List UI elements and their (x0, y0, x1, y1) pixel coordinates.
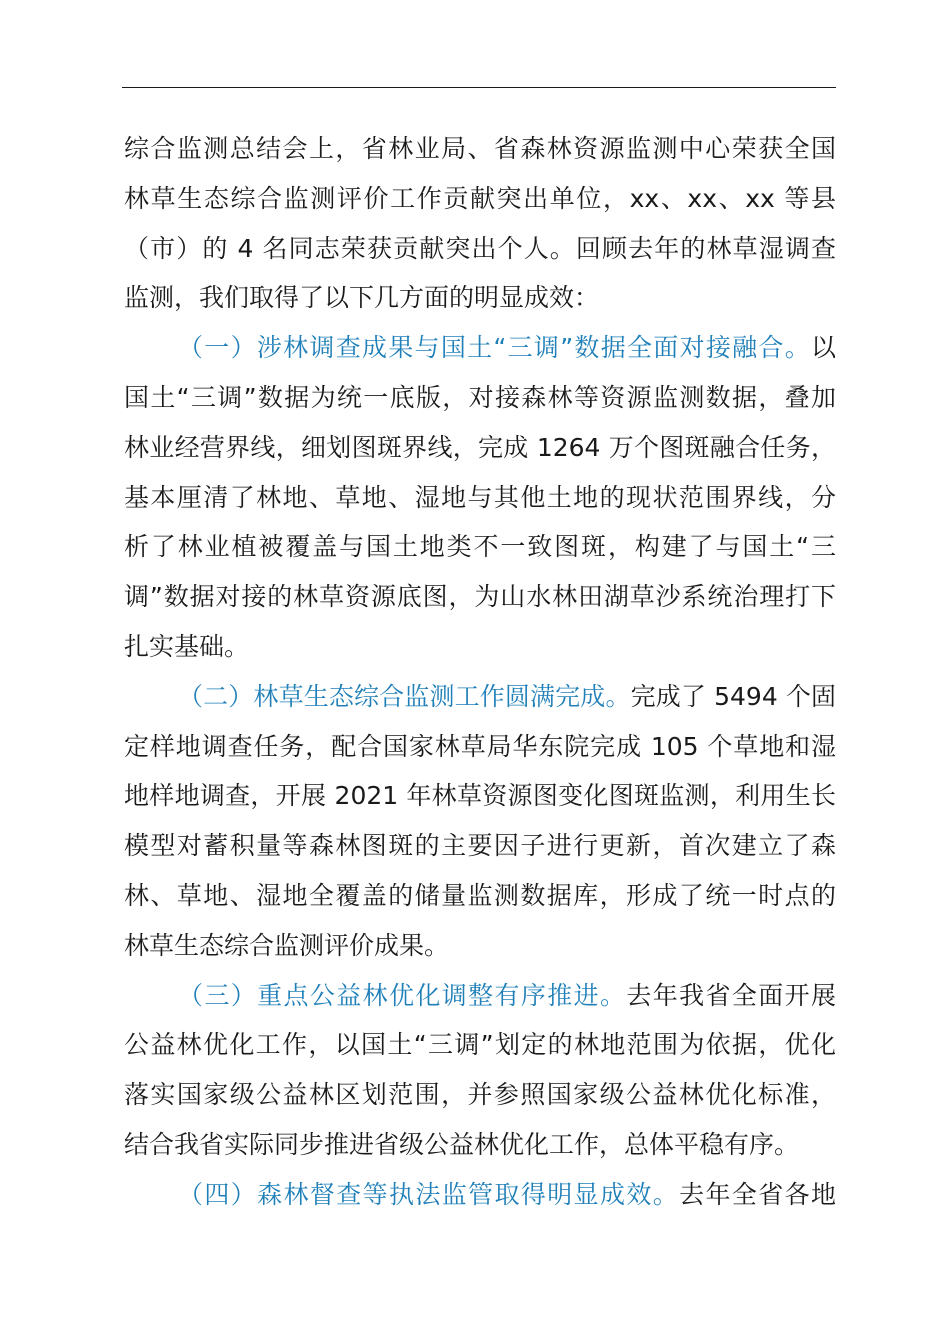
text-line: 林业经营界线，细划图斑界线，完成 1264 万个图斑融合任务， (124, 432, 836, 462)
text-line: 林草生态综合监测评价工作贡献突出单位，xx、xx、xx 等县 (124, 183, 836, 213)
section-heading-line-3: （三）重点公益林优化调整有序推进。去年我省全面开展 (178, 980, 836, 1010)
section-heading-3: （三）重点公益林优化调整有序推进。 (178, 980, 627, 1010)
section-heading-line-2: （二）林草生态综合监测工作圆满完成。完成了 5494 个固 (178, 681, 836, 711)
section-heading-1: （一）涉林调查成果与国土“三调”数据全面对接融合。 (178, 333, 811, 363)
text-line: 模型对蓄积量等森林图斑的主要因子进行更新，首次建立了森 (124, 831, 836, 861)
text-line: 监测，我们取得了以下几方面的明显成效： (124, 283, 600, 313)
text-line: 林草生态综合监测评价成果。 (124, 930, 450, 960)
text-line: 国土“三调”数据为统一底版，对接森林等资源监测数据，叠加 (124, 382, 836, 412)
text-line: （市）的 4 名同志荣获贡献突出个人。回顾去年的林草湿调查 (124, 233, 836, 263)
text-line: 地样地调查，开展 2021 年林草资源图变化图斑监测，利用生长 (124, 781, 836, 811)
section-heading-4: （四）森林督查等执法监管取得明显成效。 (178, 1179, 680, 1209)
text-line: 公益林优化工作，以国土“三调”划定的林地范围为依据，优化 (124, 1030, 836, 1060)
text-line: 定样地调查任务，配合国家林草局华东院完成 105 个草地和湿 (124, 731, 836, 761)
section-heading-line-1: （一）涉林调查成果与国土“三调”数据全面对接融合。以 (178, 333, 836, 363)
text-line: 析了林业植被覆盖与国土地类不一致图斑，构建了与国土“三 (124, 532, 836, 562)
text-line: 结合我省实际同步推进省级公益林优化工作，总体平稳有序。 (124, 1129, 800, 1159)
section-heading-line-4: （四）森林督查等执法监管取得明显成效。去年全省各地 (178, 1179, 836, 1209)
section-heading-2: （二）林草生态综合监测工作圆满完成。 (178, 681, 631, 711)
text-line: 落实国家级公益林区划范围，并参照国家级公益林优化标准， (124, 1080, 836, 1110)
text-line: 基本厘清了林地、草地、湿地与其他土地的现状范围界线，分 (124, 482, 836, 512)
text-line: 林、草地、湿地全覆盖的储量监测数据库，形成了统一时点的 (124, 880, 836, 910)
text-line: 调”数据对接的林草资源底图，为山水林田湖草沙系统治理打下 (124, 582, 836, 612)
text-line: 扎实基础。 (124, 631, 250, 661)
header-rule (122, 87, 836, 88)
body-text (124, 124, 836, 1220)
text-line: 综合监测总结会上，省林业局、省森林资源监测中心荣获全国 (124, 134, 836, 163)
